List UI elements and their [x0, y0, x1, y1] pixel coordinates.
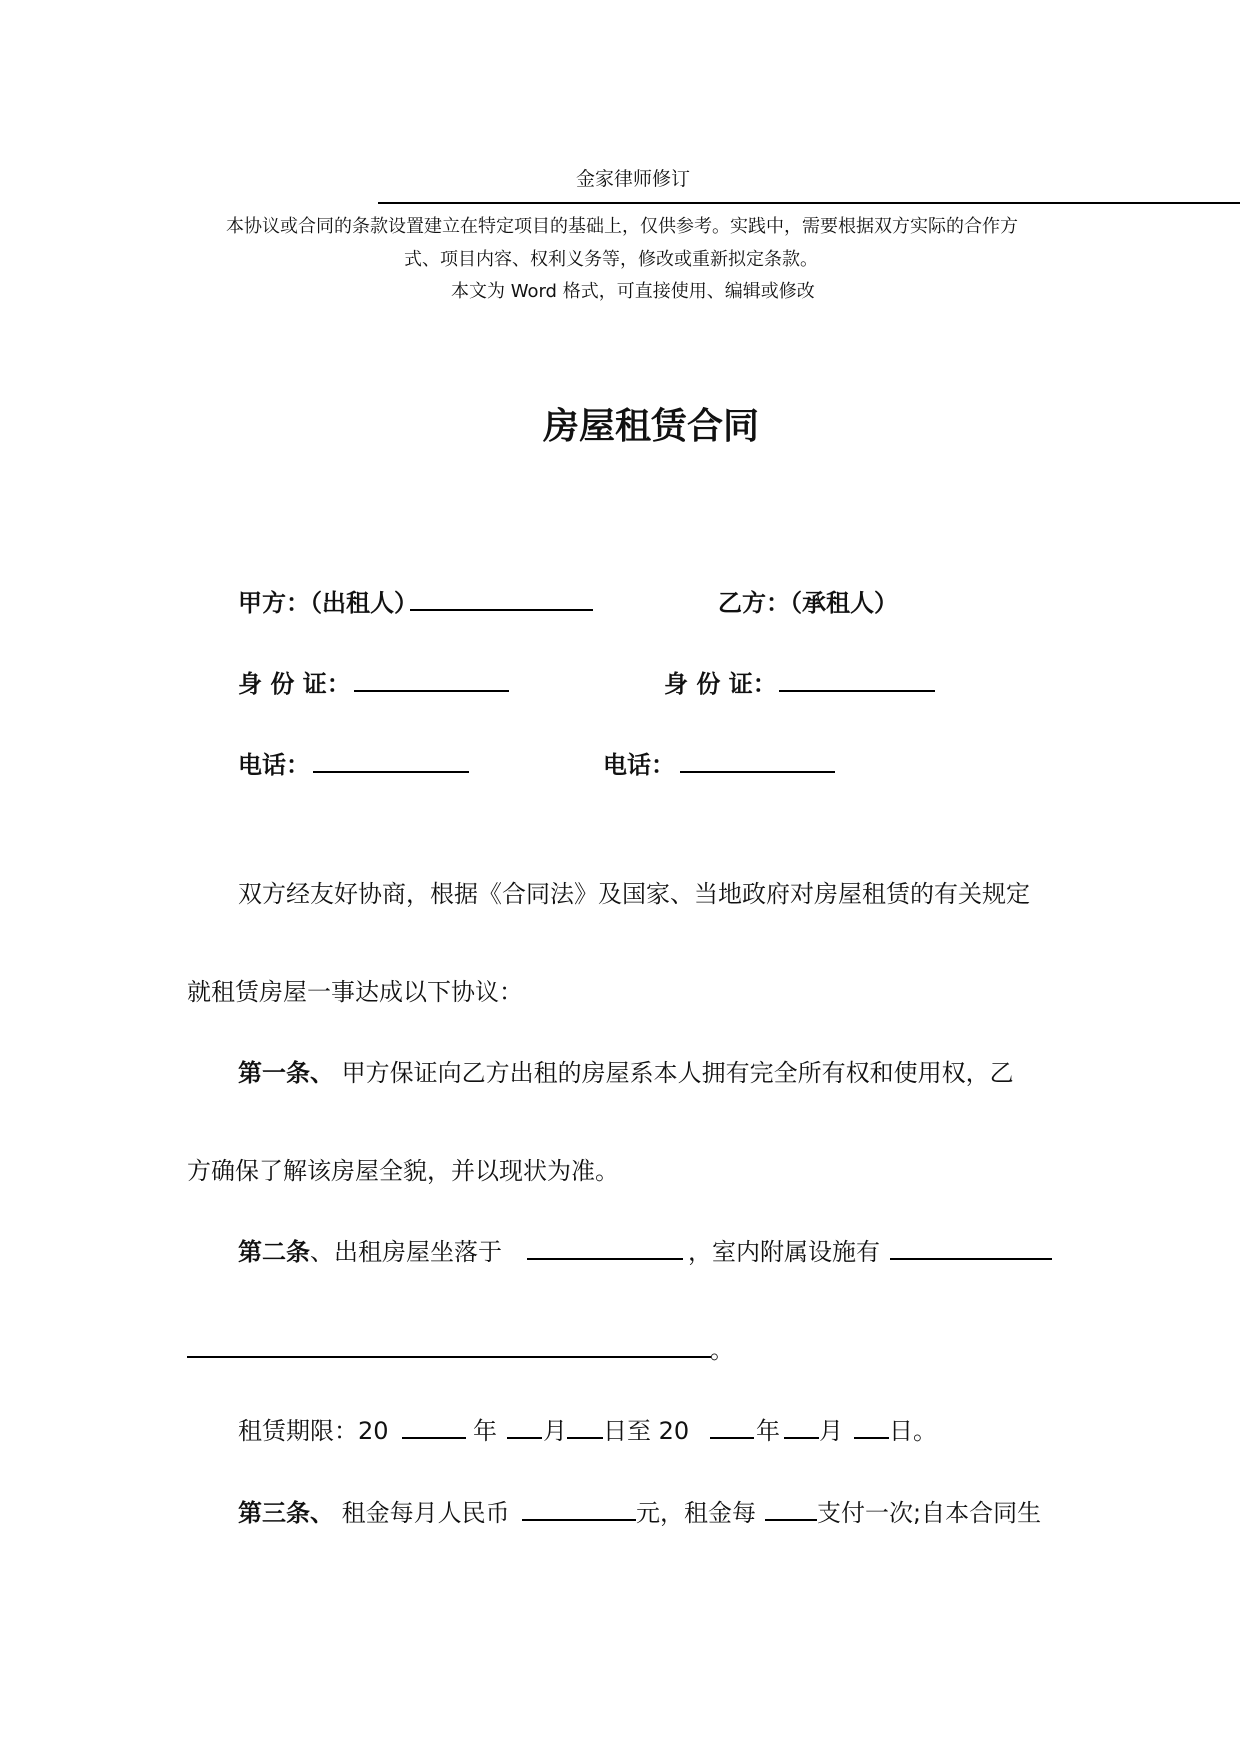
rent-amount-blank [522, 1519, 636, 1521]
to-text: 日至 20 [603, 1417, 690, 1445]
end-year-unit: 年 [756, 1417, 780, 1445]
article-3 [238, 1493, 510, 1528]
party-a-phone-label: 电话： [238, 751, 310, 779]
format-note: 本文为 Word 格式，可直接使用、编辑或修改 [451, 281, 815, 302]
location-blank [527, 1258, 683, 1260]
start-month-blank [507, 1437, 542, 1439]
end-day-blank [854, 1437, 889, 1439]
article-2-label [238, 1232, 502, 1267]
party-b-phone-blank [680, 771, 835, 773]
end-month-unit: 月 [819, 1417, 843, 1445]
article-2-facilities-text: ，室内附属设施有 [688, 1238, 880, 1266]
party-b-id-label: 身 份 证： [664, 670, 777, 698]
party-a-id-blank [354, 690, 509, 692]
facilities-blank-1 [890, 1258, 1052, 1260]
article-3-payment-text: 支付一次;自本合同生 [817, 1499, 1042, 1527]
disclaimer-line-1: 本协议或合同的条款设置建立在特定项目的基础上，仅供参考。实践中，需要根据双方实际的合作方 [226, 216, 1018, 237]
payment-period-blank [765, 1519, 817, 1521]
party-b-id-blank [779, 690, 935, 692]
article-2-heading: 第二条 [238, 1238, 310, 1266]
disclaimer-line-2: 式、项目内容、权利义务等，修改或重新拟定条款。 [404, 249, 818, 270]
party-a-label: 甲方：（出租人） [238, 589, 418, 617]
intro-line-1: 双方经友好协商，根据《合同法》及国家、当地政府对房屋租赁的有关规定 [238, 880, 1030, 908]
reviser-label: 金家律师修订 [576, 168, 691, 190]
article-3-label: 第三条、 [238, 1499, 334, 1527]
article-2-end: 。 [710, 1336, 734, 1364]
article-1-line-1: 甲方保证向乙方出租的房屋系本人拥有完全所有权和使用权，乙 [341, 1059, 1014, 1087]
party-b-phone-label: 电话： [603, 751, 675, 779]
header-divider [378, 202, 1240, 204]
article-1-line-2: 方确保了解该房屋全貌，并以现状为准。 [187, 1157, 619, 1185]
party-b-label: 乙方：（承租人） [718, 589, 898, 617]
end-year-blank [710, 1437, 754, 1439]
end-day-unit: 日。 [889, 1417, 937, 1445]
article-3-yuan-text: 元，租金每 [636, 1499, 756, 1527]
party-a-id-label: 身 份 证： [238, 670, 351, 698]
article-3-rent-text: 租金每月人民币 [341, 1499, 510, 1527]
article-2-location-text: 、出租房屋坐落于 [310, 1238, 502, 1266]
start-year-blank [402, 1437, 466, 1439]
end-month-blank [784, 1437, 819, 1439]
facilities-blank-2 [187, 1356, 711, 1358]
start-month-unit: 月 [543, 1417, 567, 1445]
document-title: 房屋租赁合同 [543, 406, 760, 447]
start-year-unit: 年 [473, 1417, 497, 1445]
party-a-phone-blank [313, 771, 469, 773]
article-1 [238, 1053, 1014, 1088]
article-1-label: 第一条、 [238, 1059, 334, 1087]
start-day-blank [567, 1437, 603, 1439]
intro-line-2: 就租赁房屋一事达成以下协议： [187, 978, 523, 1006]
lease-term-label: 租赁期限：20 [238, 1417, 389, 1445]
party-a-blank [410, 609, 593, 611]
